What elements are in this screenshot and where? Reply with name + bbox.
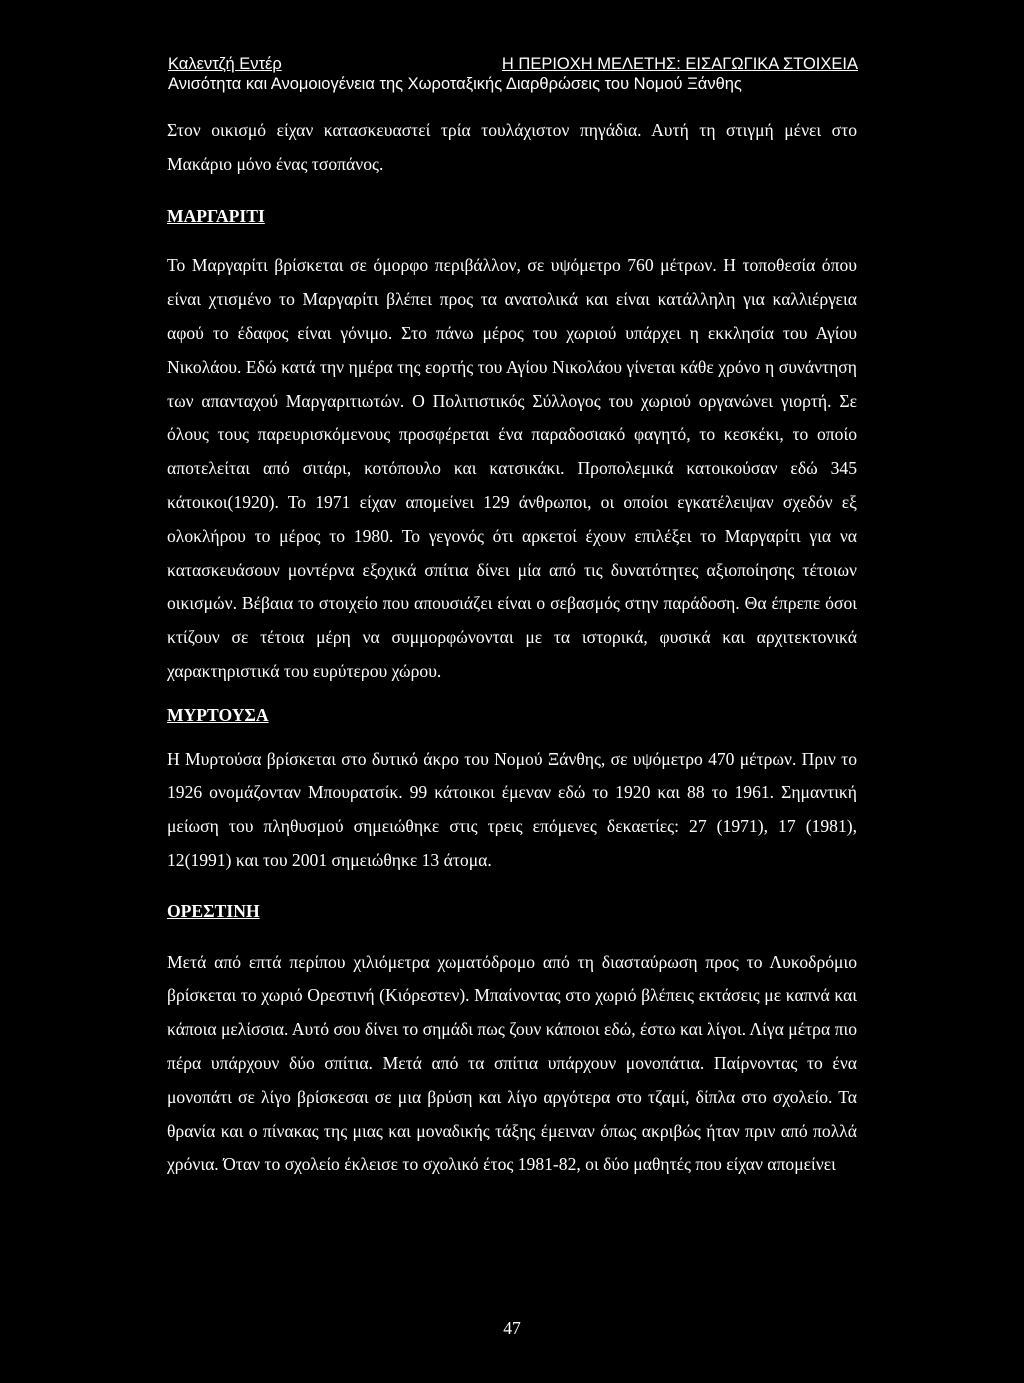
- page-body: [167, 114, 857, 1182]
- spacer: [167, 733, 857, 743]
- spacer: [167, 689, 857, 699]
- section-heading-margariti: ΜΑΡΓΑΡΙΤΙ: [167, 205, 265, 226]
- section-paragraph-orestini: Μετά από επτά περίπου χιλιόμετρα χωματόδρομο από τη διασταύρωση προς το Λυκοδρόμιο βρίσκεται το χωριό Ορεστινή (Κιόρεστεν). Μπαίνοντας στο χωριό βλέπεις εκτάσεις με καπνά και κάποια μελίσσια. Αυτό σου δίνει το σημάδι πως ζουν κάποιοι εδώ, έστω και λίγοι. Λίγα μέτρα πιο πέρα υπάρχουν δύο σπίτια. Μετά από τα σπίτια υπάρχουν μονοπάτια. Παίρνοντας το ένα μονοπάτι σε λίγο βρίσκεσαι σε μια βρύση και λίγο αργότερα στο τζαμί, δίπλα στο σχολείο. Τα θρανία και ο πίνακας της μιας και μοναδικής τάξης έμειναν όπως ακριβώς ήταν πριν από πολλά χρόνια. Όταν το σχολείο έκλεισε το σχολικό έτος 1981-82, οι δύο μαθητές που είχαν απομείνει: [167, 951, 857, 1175]
- page-number: 47: [503, 1318, 521, 1338]
- spacer: [167, 878, 857, 895]
- spacer: [167, 233, 857, 249]
- intro-paragraph: Στον οικισμό είχαν κατασκευαστεί τρία τουλάχιστον πηγάδια. Αυτή τη στιγμή μένει στο Μακάριο μόνο ένας τσοπάνος.: [167, 120, 857, 174]
- header-chapter-title: Η ΠΕΡΙΟΧΗ ΜΕΛΕΤΗΣ: ΕΙΣΑΓΩΓΙΚΑ ΣΤΟΙΧΕΙΑ: [501, 55, 858, 73]
- section-paragraph-margariti: Το Μαργαρίτι βρίσκεται σε όμορφο περιβάλλον, σε υψόμετρο 760 μέτρων. Η τοποθεσία όπου είναι χτισμένο το Μαργαρίτι βλέπει προς τα ανατολικά και είναι κατάλληλη για καλλιέργεια αφού το έδαφος είναι γόνιμο. Στο πάνω μέρος του χωριού υπάρχει η εκκλησία του Αγίου Νικολάου. Εδώ κατά την ημέρα της εορτής του Αγίου Νικολάου γίνεται κάθε χρόνο η συνάντηση των απανταχού Μαργαριτιωτών. Ο Πολιτιστικός Σύλλογος του χωριού οργανώνει γιορτή. Σε όλους τους παρευρισκόμενους προσφέρεται ένα παραδοσιακό φαγητό, το κεσκέκι, το οποίο αποτελείται από σιτάρι, κοτόπουλο και κατσικάκι. Προπολεμικά κατοικούσαν εδώ 345 κάτοικοι(1920). Το 1971 είχαν απομείνει 129 άνθρωποι, οι οποίοι εγκατέλειψαν σχεδόν εξ ολοκλήρου το μέρος το 1980. Το γεγονός ότι αρκετοί έχουν επιλέξει το Μαργαρίτι για να κατασκευάσουν μοντέρνα εξοχικά σπίτια δίνει μία από τις δυνατότητες αξιοποίησης τέτοιων οικισμών. Βέβαια το στοιχείο που απουσιάζει είναι ο σεβασμός στην παράδοση. Θα έπρεπε όσοι κτίζουν σε τέτοια μέρη να συμμορφώνονται με τα ιστορικά, φυσικά και αρχιτεκτονικά χαρακτηριστικά του ευρύτερου χώρου.: [167, 255, 857, 681]
- header-subtitle: Ανισότητα και Ανομοιογένεια της Χωροταξικής Διαρθρώσεις του Νομού Ξάνθης: [168, 75, 742, 93]
- spacer: [167, 182, 857, 200]
- header-row: [168, 54, 858, 74]
- section-heading-orestini: ΟΡΕΣΤΙΝΗ: [167, 900, 260, 921]
- section-heading-myrtousa: ΜΥΡΤΟΥΣΑ: [167, 704, 269, 725]
- spacer: [167, 929, 857, 946]
- running-header: [168, 54, 858, 94]
- header-author: Καλεντζή Εντέρ: [168, 55, 282, 73]
- section-paragraph-myrtousa: Η Μυρτούσα βρίσκεται στο δυτικό άκρο του Νομού Ξάνθης, σε υψόμετρο 470 μέτρων. Πριν το 1926 ονομάζονταν Μπουρατσίκ. 99 κάτοικοι έμεναν εδώ το 1920 και 88 το 1961. Σημαντική μείωση του πληθυσμού σημειώθηκε στις τρεις επόμενες δεκαετίες: 27 (1971), 17 (1981), 12(1991) και του 2001 σημειώθηκε 13 άτομα.: [167, 748, 857, 870]
